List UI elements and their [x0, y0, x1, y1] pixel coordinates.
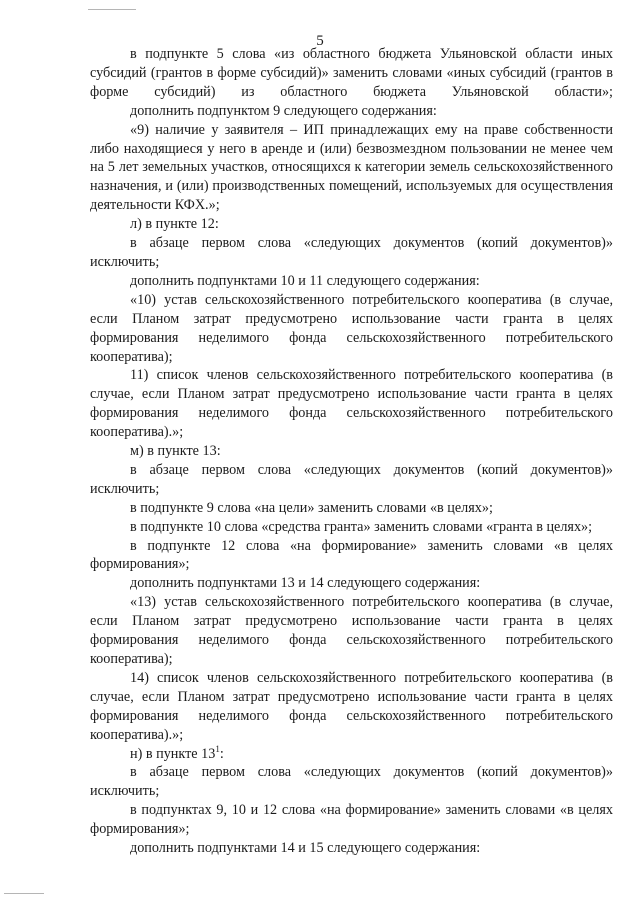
point-n-prefix: н) в пункте 13: [130, 745, 216, 762]
document-body: [90, 45, 613, 858]
paragraph: в подпункте 9 слова «на цели» заменить словами «в целях»;: [130, 499, 493, 516]
point-n-suffix: :: [219, 745, 224, 762]
page-number: 5: [316, 33, 324, 49]
paragraph: «13) устав сельскохозяйственного потребительского кооператива (в случае, если Планом затрат предусмотрено использование части гранта в целях формирования неделимого фонда сельскохозяйственного потребительского кооператива);: [90, 594, 613, 667]
paragraph: дополнить подпунктами 10 и 11 следующего содержания:: [130, 272, 480, 289]
paragraph: л) в пункте 12:: [130, 216, 219, 233]
paragraph: 14) список членов сельскохозяйственного потребительского кооператива (в случае, если Планом затрат предусмотрено использование части гранта в целях формирования неделимого фонда сельскохозяйственного потребительского кооператива).»;: [90, 669, 613, 743]
paragraph: дополнить подпунктом 9 следующего содержания:: [130, 102, 437, 119]
paragraph: в подпункте 5 слова «из областного бюджета Ульяновской области иных субсидий (грантов в форме субсидий)» заменить словами «иных субсидий (грантов в форме субсидий) из областного бюджета Ульяновской области»;: [90, 46, 613, 100]
paragraph: «10) устав сельскохозяйственного потребительского кооператива (в случае, если Планом затрат предусмотрено использование части гранта в целях формирования неделимого фонда сельскохозяйственного потребительского кооператива);: [90, 291, 613, 365]
scan-artifact-bottom: [4, 893, 44, 894]
paragraph: в абзаце первом слова «следующих документов (копий документов)» исключить;: [90, 235, 613, 270]
paragraph: м) в пункте 13:: [130, 443, 221, 460]
paragraph: дополнить подпунктами 13 и 14 следующего содержания:: [130, 575, 481, 592]
point-n-superscript: 1: [215, 743, 220, 754]
paragraph: «9) наличие у заявителя – ИП принадлежащих ему на праве собственности либо находящиеся у него в аренде и (или) безвозмездном пользовании не менее чем на 5 лет земельных участков, относящихся к категории земель сельскохозяйственного назначения, и (или) производственных помещений, используемых для осуществления деятельности КФХ.»;: [90, 121, 613, 214]
paragraph: в подпункте 12 слова «на формирование» заменить словами «в целях формирования»;: [90, 537, 613, 573]
paragraph: в подпунктах 9, 10 и 12 слова «на формирование» заменить словами «в целях формирования»;: [90, 802, 613, 838]
paragraph-point-n: [90, 745, 613, 764]
paragraph: дополнить подпунктами 14 и 15 следующего содержания:: [130, 840, 481, 857]
scan-artifact-top: [88, 9, 136, 10]
paragraph: в абзаце первом слова «следующих документов (копий документов)» исключить;: [90, 461, 613, 497]
paragraph: в абзаце первом слова «следующих документов (копий документов)» исключить;: [90, 764, 613, 800]
paragraph: 11) список членов сельскохозяйственного потребительского кооператива (в случае, если Планом затрат предусмотрено использование части гранта в целях формирования неделимого фонда сельскохозяйственного потребительского кооператива).»;: [90, 367, 613, 441]
paragraph: в подпункте 10 слова «средства гранта» заменить словами «гранта в целях»;: [130, 518, 593, 535]
